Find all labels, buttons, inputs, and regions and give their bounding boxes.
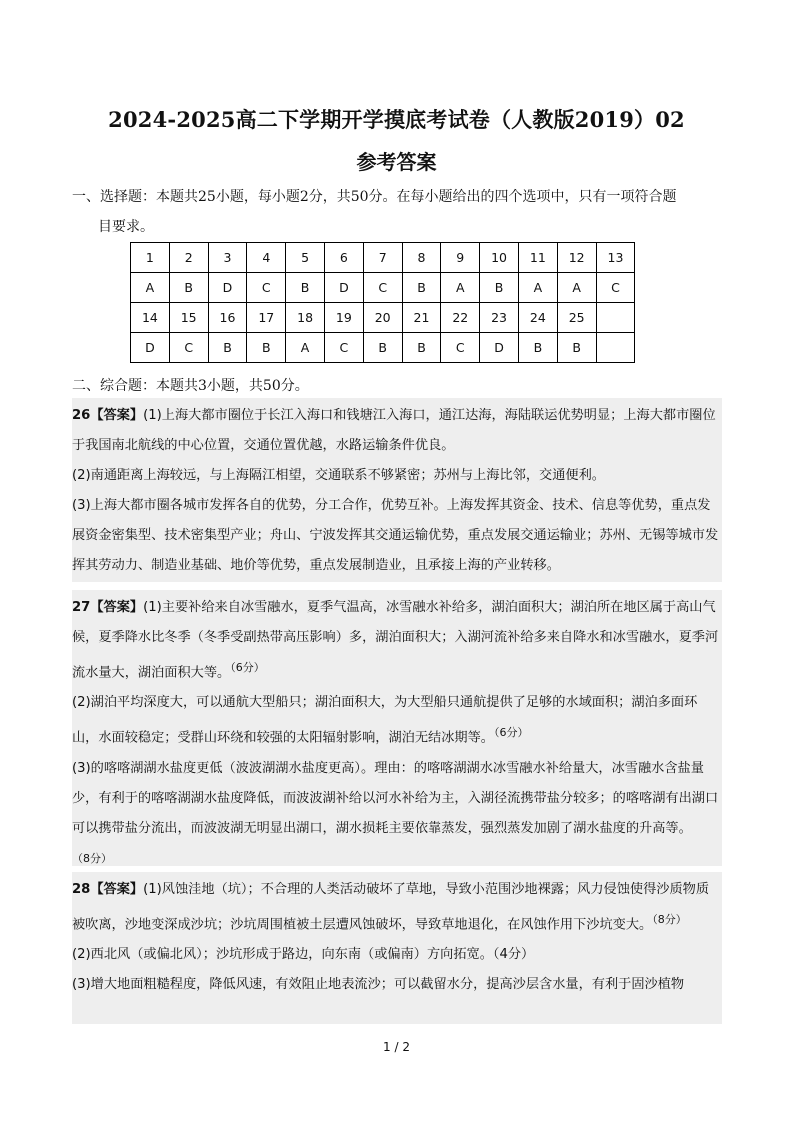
table-row-answers-1 (131, 273, 635, 303)
table-cell: B (208, 333, 247, 363)
table-cell: 3 (208, 243, 247, 273)
table-cell: 22 (441, 303, 480, 333)
table-cell: 8 (402, 243, 441, 273)
table-cell: 1 (131, 243, 170, 273)
answer-paragraph: (3)上海大都市圈各城市发挥各自的优势，分工合作，优势互补。上海发挥其资金、技术、信息等优势，重点发展资金密集型、技术密集型产业；舟山、宁波发挥其交通运输优势，重点发展交通运输业；苏州、无锡等城市发挥其劳动力、制造业基础、地价等优势，重点发展制造业，且承接上海的产业转移。 (72, 498, 719, 573)
table-cell: D (324, 273, 363, 303)
table-cell: B (518, 333, 557, 363)
table-cell: 18 (286, 303, 325, 333)
table-row-numbers-1 (131, 243, 635, 273)
table-cell: C (596, 273, 635, 303)
answer-block-q27 (72, 590, 722, 866)
table-cell: C (324, 333, 363, 363)
answer-block-q28 (72, 872, 722, 1024)
table-cell: 9 (441, 243, 480, 273)
answer-paragraph: (3)增大地面粗糙程度，降低风速，有效阻止地表流沙；可以截留水分，提高沙层含水量，有利于固沙植物 (72, 977, 685, 993)
score-note: （8分） (72, 851, 112, 865)
table-cell: 4 (247, 243, 286, 273)
table-row-numbers-2 (131, 303, 635, 333)
table-cell: A (518, 273, 557, 303)
table-cell: 10 (480, 243, 519, 273)
answer-paragraph: (2)南通距离上海较远，与上海隔江相望，交通联系不够紧密；苏州与上海比邻，交通便利。 (72, 468, 605, 483)
table-cell: C (441, 333, 480, 363)
answer-paragraph: (2)湖泊平均深度大，可以通航大型船只；湖泊面积大，为大型船只通航提供了足够的水域面积；湖泊多面环山，水面较稳定；受群山环绕和较强的太阳辐射影响，湖泊无结冰期等。$^{(6分)}$ (72, 695, 698, 746)
table-cell: D (208, 273, 247, 303)
table-cell-empty (596, 333, 635, 363)
table-cell: B (480, 273, 519, 303)
answer-label: 27【答案】 (72, 600, 144, 615)
table-cell: 23 (480, 303, 519, 333)
table-cell: 16 (208, 303, 247, 333)
table-row-answers-2 (131, 333, 635, 363)
score-note: （6分） (494, 726, 529, 740)
table-cell: 19 (324, 303, 363, 333)
table-cell: B (402, 273, 441, 303)
table-cell: B (363, 333, 402, 363)
section-choice-line1: 一、选择题：本题共25小题，每小题2分，共50分。在每小题给出的四个选项中，只有一项符合题 (72, 189, 677, 205)
table-cell: A (286, 333, 325, 363)
table-cell: 12 (557, 243, 596, 273)
section-choice-instructions (72, 182, 732, 242)
page-number: 1 / 2 (383, 1040, 410, 1054)
answer-paragraph: (3)的喀喀湖湖水盐度更低（波波湖湖水盐度更高）。理由：的喀喀湖湖水冰雪融水补给量大，冰雪融水含盐量少，有利于的喀喀湖湖水盐度降低，而波波湖补给以河水补给为主，入湖径流携带盐分较多；的喀喀湖有出湖口可以携带盐分流出，而波波湖无明显出湖口，湖水损耗主要依靠蒸发，强烈蒸发加剧了湖水盐度的升高等。$^{(8分)}$ (72, 760, 719, 865)
page-title: 2024-2025高二下学期开学摸底考试卷（人教版2019）02 (108, 107, 685, 132)
score-note: （6分） (230, 661, 265, 674)
table-cell: B (247, 333, 286, 363)
answer-block-q26 (72, 398, 722, 582)
table-cell: 7 (363, 243, 402, 273)
answer-label: 26【答案】 (72, 408, 144, 423)
table-cell: 13 (596, 243, 635, 273)
table-cell: 5 (286, 243, 325, 273)
table-cell: A (131, 273, 170, 303)
table-cell: C (247, 273, 286, 303)
table-cell: B (557, 333, 596, 363)
page-subtitle: 参考答案 (356, 150, 437, 174)
answer-paragraph: (2)西北风（或偏北风）；沙坑形成于路边，向东南（或偏南）方向拓宽。（4分） (72, 947, 535, 963)
table-cell: 21 (402, 303, 441, 333)
table-cell: 6 (324, 243, 363, 273)
table-cell: 14 (131, 303, 170, 333)
table-cell: D (131, 333, 170, 363)
table-cell: B (402, 333, 441, 363)
table-cell: 20 (363, 303, 402, 333)
table-cell: 11 (518, 243, 557, 273)
table-cell: B (286, 273, 325, 303)
answer-paragraph: 28【答案】(1)风蚀洼地（坑）；不合理的人类活动破坏了草地，导致小范围沙地裸露；风力侵蚀使得沙质物质被吹离，沙地变深成沙坑；沙坑周围植被土层遭风蚀破坏，导致草地退化，在风蚀作用下沙坑变大。$^{(8分)}$ (72, 882, 710, 933)
answer-label: 28【答案】 (72, 882, 144, 897)
table-cell: 25 (557, 303, 596, 333)
answer-paragraph: 26【答案】(1)上海大都市圈位于长江入海口和钱塘江入海口，通江达海，海陆联运优势明显；上海大都市圈位于我国南北航线的中心位置，交通位置优越，水路运输条件优良。 (72, 408, 716, 453)
table-cell: 24 (518, 303, 557, 333)
table-cell: A (557, 273, 596, 303)
table-cell: A (441, 273, 480, 303)
table-cell: D (480, 333, 519, 363)
section-choice-line2: 目要求。 (98, 219, 154, 235)
table-cell: B (169, 273, 208, 303)
answer-table (130, 242, 635, 363)
table-cell: 2 (169, 243, 208, 273)
table-cell-empty (596, 303, 635, 333)
answer-paragraph: 27【答案】(1)主要补给来自冰雪融水，夏季气温高，冰雪融水补给多，湖泊面积大；湖泊所在地区属于高山气候，夏季降水比冬季（冬季受副热带高压影响）多，湖泊面积大；入湖河流补给多来自降水和冰雪融水，夏季河流水量大，湖泊面积大等。$^{(6分)}$ (72, 600, 719, 681)
section-comprehensive-heading: 二、综合题：本题共3小题，共50分。 (72, 378, 309, 394)
table-cell: 17 (247, 303, 286, 333)
table-cell: C (363, 273, 402, 303)
table-cell: 15 (169, 303, 208, 333)
table-cell: C (169, 333, 208, 363)
score-note: （8分） (652, 913, 687, 926)
